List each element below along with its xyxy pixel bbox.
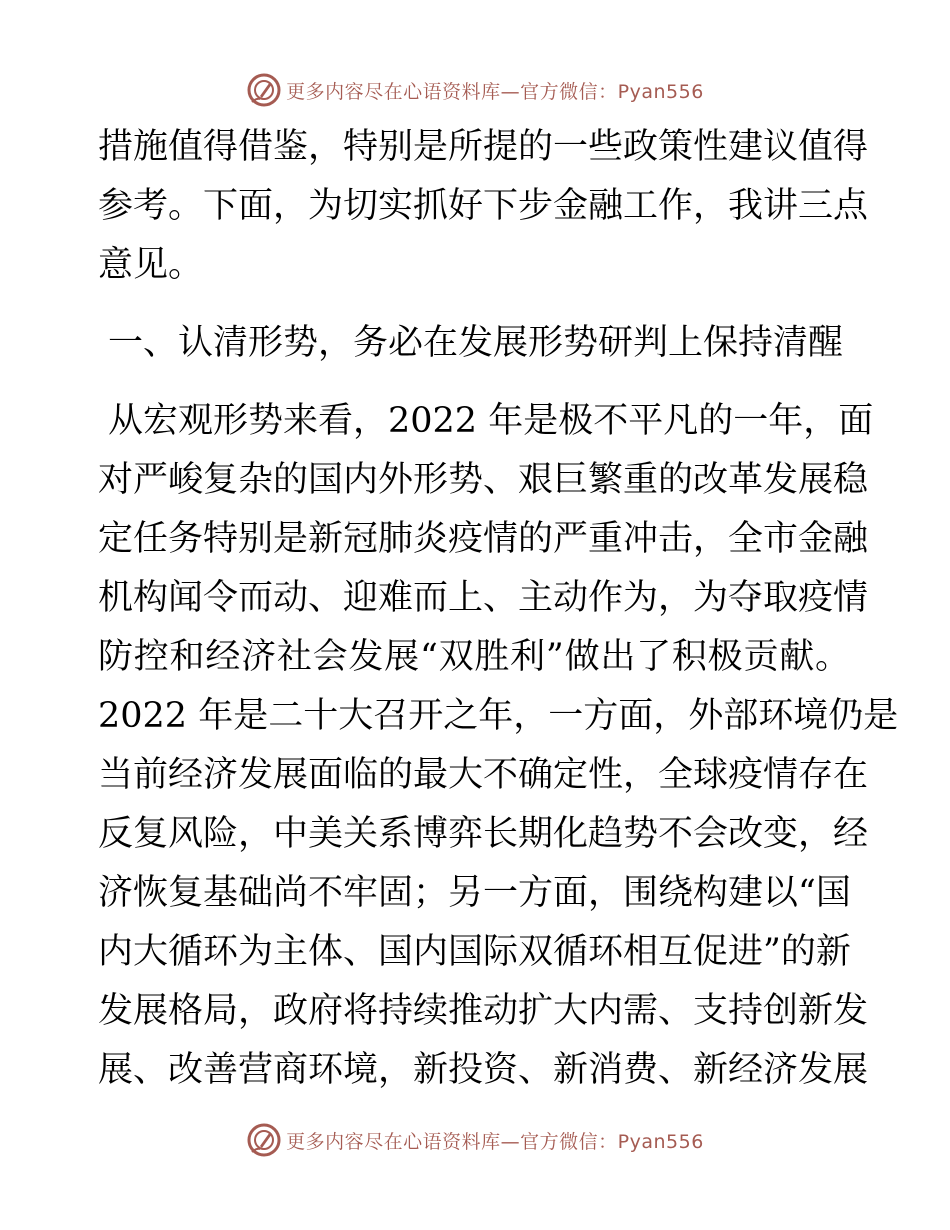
paragraph-2 <box>98 392 899 1100</box>
text-line: 参考。下面，为切实抓好下步金融工作，我讲三点 <box>98 186 869 226</box>
section-heading: 一、认清形势，务必在发展形势研判上保持清醒 <box>108 323 844 363</box>
document-body <box>98 118 899 1100</box>
text-line: 展、改善营商环境，新投资、新消费、新经济发展 <box>98 1050 869 1090</box>
header-watermark <box>0 70 950 110</box>
text-line: 内大循环为主体、国内国际双循环相互促进”的新 <box>98 932 851 972</box>
text-line: 对严峻复杂的国内外形势、艰巨繁重的改革发展稳 <box>98 460 869 500</box>
text-line: 发展格局，政府将持续推动扩大内需、支持创新发 <box>98 991 869 1031</box>
footer-watermark <box>0 1120 950 1160</box>
paragraph-1 <box>98 118 869 295</box>
seal-logo-icon <box>246 72 282 108</box>
text-line: 从宏观形势来看，2022 年是极不平凡的一年，面 <box>108 401 874 441</box>
text-line: 2022 年是二十大召开之年，一方面，外部环境仍是 <box>98 696 899 736</box>
text-line: 措施值得借鉴，特别是所提的一些政策性建议值得 <box>98 127 869 167</box>
text-line: 防控和经济社会发展“双胜利”做出了积极贡献。 <box>98 637 850 677</box>
seal-logo-icon <box>246 1122 282 1158</box>
text-line: 济恢复基础尚不牢固；另一方面，围绕构建以“国 <box>98 873 851 913</box>
text-line: 当前经济发展面临的最大不确定性，全球疫情存在 <box>98 755 869 795</box>
text-line: 机构闻令而动、迎难而上、主动作为，为夺取疫情 <box>98 578 869 618</box>
text-line: 定任务特别是新冠肺炎疫情的严重冲击，全市金融 <box>98 519 869 559</box>
text-line: 反复风险，中美关系博弈长期化趋势不会改变，经 <box>98 814 869 854</box>
watermark-text: 更多内容尽在心语资料库—官方微信：Pyan556 <box>286 80 704 103</box>
text-line: 意见。 <box>98 245 204 285</box>
watermark-text: 更多内容尽在心语资料库—官方微信：Pyan556 <box>286 1130 704 1153</box>
